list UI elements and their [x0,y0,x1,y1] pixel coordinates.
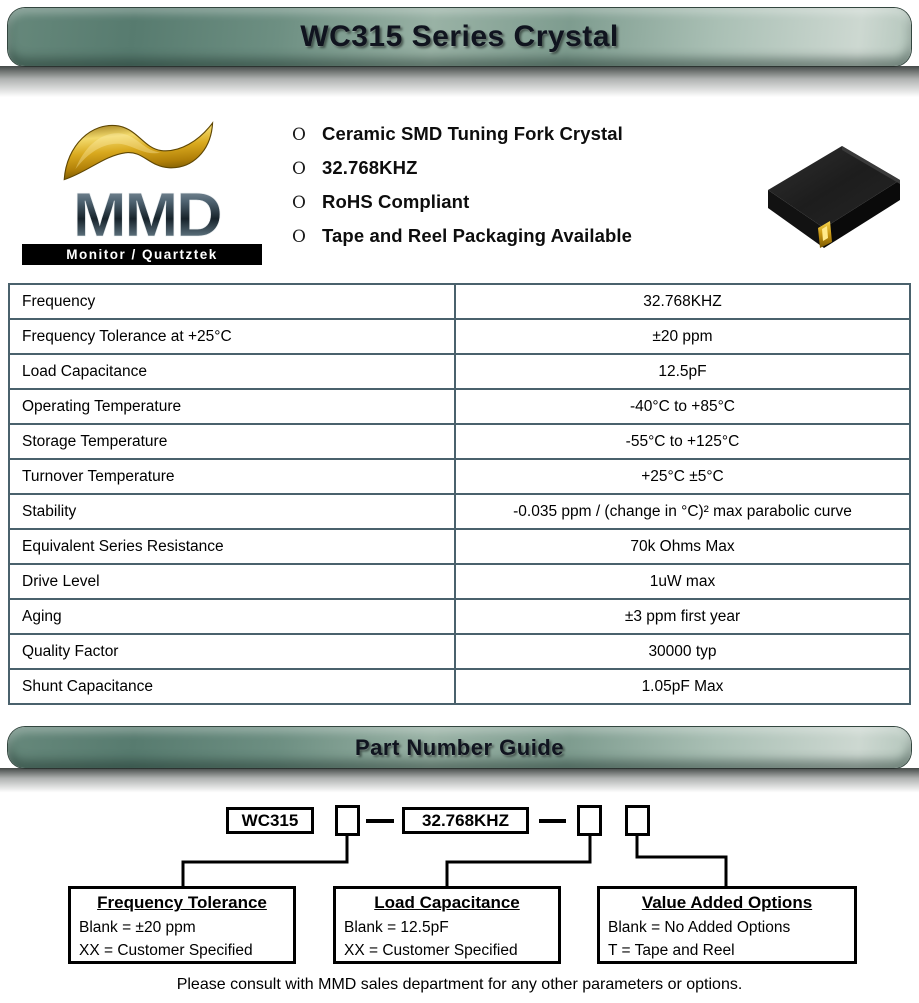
spec-label: Frequency [9,284,455,319]
table-row [9,319,910,354]
spec-value: 30000 typ [455,634,910,669]
feature-item: O Ceramic SMD Tuning Fork Crystal [292,123,623,145]
spec-label: Quality Factor [9,634,455,669]
spec-label: Load Capacitance [9,354,455,389]
spec-table [8,283,911,705]
feature-item: O RoHS Compliant [292,191,470,213]
dash-separator [539,819,566,823]
spec-value: ±20 ppm [455,319,910,354]
spec-value: +25°C ±5°C [455,459,910,494]
mmd-wordmark [22,186,262,244]
spec-label: Frequency Tolerance at +25°C [9,319,455,354]
gold-wave-icon [50,114,235,196]
mmd-logo [22,114,262,266]
svg-text:MMD: MMD [72,186,221,244]
frequency-tolerance-box [68,886,296,964]
spec-value: -40°C to +85°C [455,389,910,424]
bullet-icon: O [292,159,306,179]
spec-label: Storage Temperature [9,424,455,459]
capacitance-slot-box [577,805,602,836]
table-row [9,389,910,424]
option-line: Blank = 12.5pF [344,919,449,936]
table-row [9,634,910,669]
table-row [9,354,910,389]
bullet-icon: O [292,227,306,247]
spec-label: Drive Level [9,564,455,599]
spec-value: -55°C to +125°C [455,424,910,459]
spec-label: Operating Temperature [9,389,455,424]
option-line: XX = Customer Specified [344,942,518,959]
spec-value: 32.768KHZ [455,284,910,319]
option-line: XX = Customer Specified [79,942,253,959]
load-capacitance-box [333,886,561,964]
section-title: Part Number Guide [355,734,564,760]
part-prefix-box: WC315 [226,807,314,834]
option-box-title: Load Capacitance [374,893,520,912]
title-banner-shadow [0,66,919,104]
options-slot-box [625,805,650,836]
spec-value: -0.035 ppm / (change in °C)² max parabolic curve [455,494,910,529]
crystal-product-image [752,128,912,258]
spec-label: Equivalent Series Resistance [9,529,455,564]
spec-label: Aging [9,599,455,634]
bullet-icon: O [292,125,306,145]
option-box-title: Frequency Tolerance [97,893,267,912]
part-guide-banner-shadow [0,768,919,798]
option-line: T = Tape and Reel [608,942,735,959]
table-row [9,494,910,529]
logo-tagline: Monitor / Quartztek [22,244,262,265]
table-row [9,284,910,319]
spec-label: Turnover Temperature [9,459,455,494]
bullet-icon: O [292,193,306,213]
footer-note: Please consult with MMD sales department for any other parameters or options. [176,976,743,993]
spec-label: Stability [9,494,455,529]
title-banner [8,8,911,66]
table-row [9,669,910,704]
option-box-title: Value Added Options [641,893,813,912]
option-line: Blank = No Added Options [608,919,791,936]
table-row [9,459,910,494]
tolerance-slot-box [335,805,360,836]
spec-value: 12.5pF [455,354,910,389]
spec-value: 70k Ohms Max [455,529,910,564]
feature-list [292,123,742,259]
part-number-diagram [0,800,919,972]
spec-value: 1.05pF Max [455,669,910,704]
option-line: Blank = ±20 ppm [79,919,196,936]
table-row [9,599,910,634]
frequency-box: 32.768KHZ [402,807,529,834]
part-number-guide-banner [8,727,911,768]
feature-item: O Tape and Reel Packaging Available [292,225,633,247]
value-added-options-box [597,886,857,964]
spec-value: ±3 ppm first year [455,599,910,634]
spec-value: 1uW max [455,564,910,599]
page-title: WC315 Series Crystal [300,20,619,53]
spec-label: Shunt Capacitance [9,669,455,704]
table-row [9,564,910,599]
dash-separator [366,819,394,823]
feature-item: O 32.768KHZ [292,157,418,179]
table-row [9,424,910,459]
table-row [9,529,910,564]
